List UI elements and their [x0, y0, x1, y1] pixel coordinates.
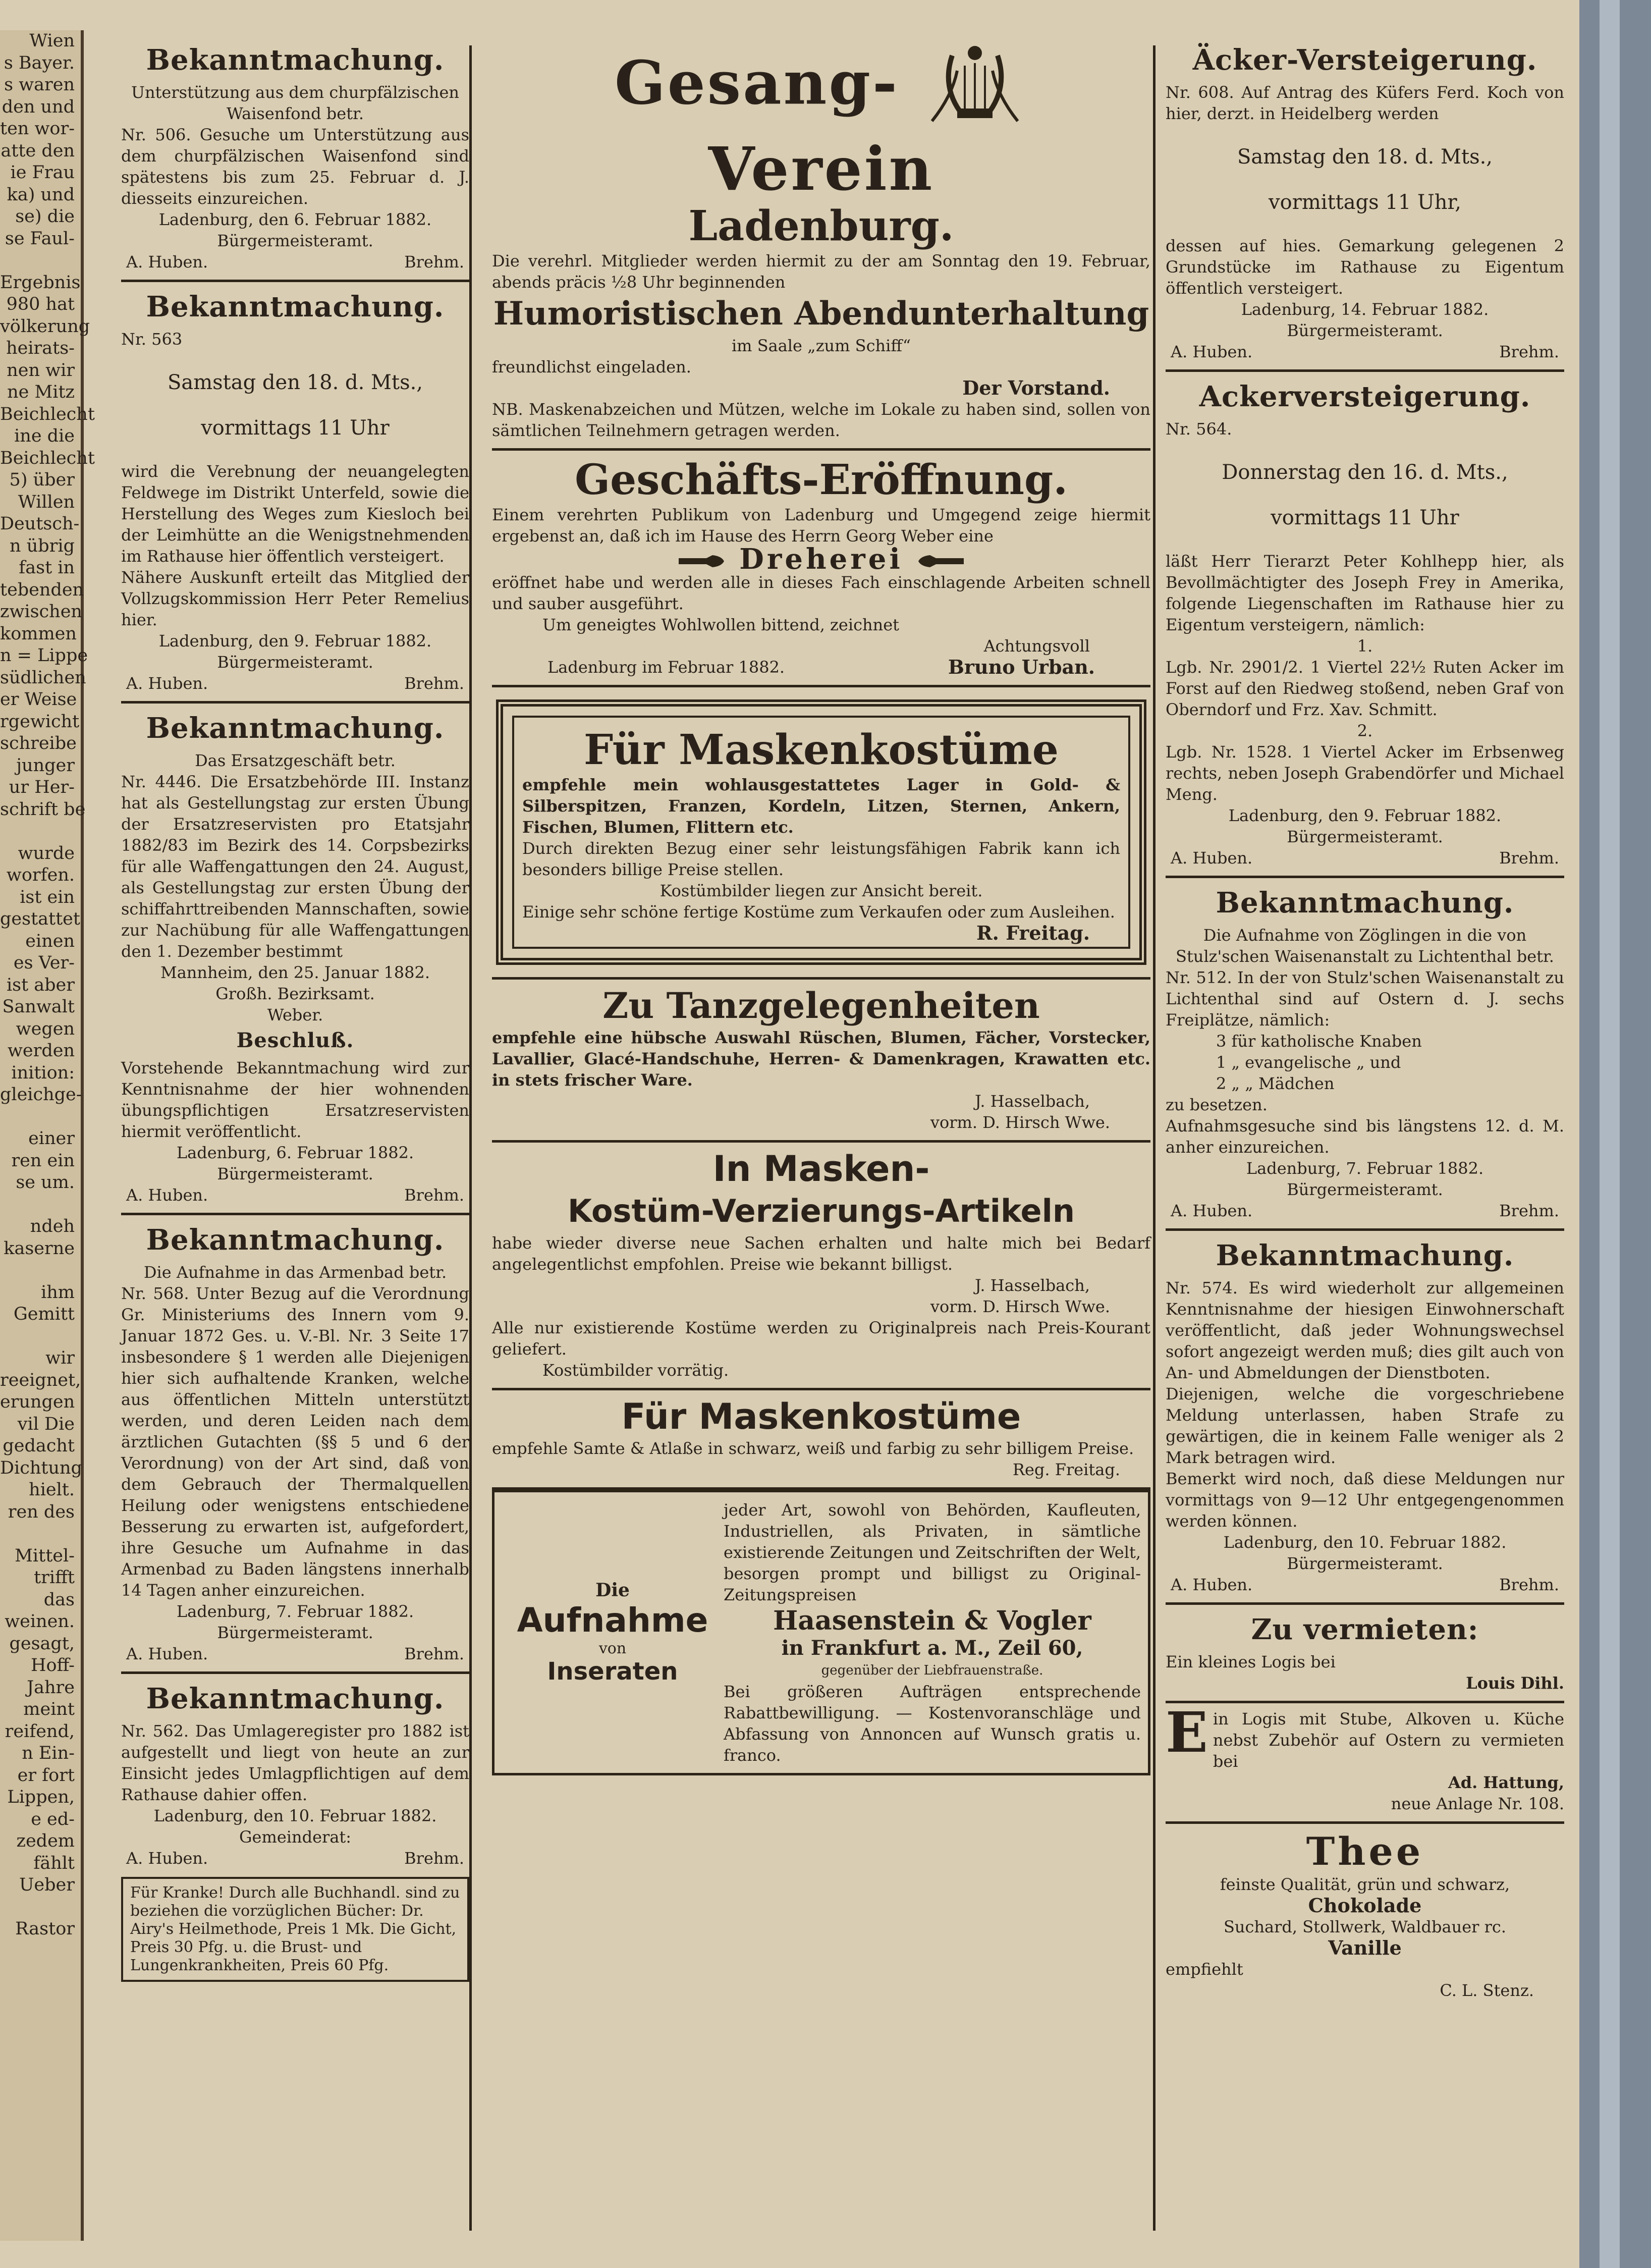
notice-number: Nr. 564.	[1166, 419, 1232, 439]
notice-subject: Unterstützung aus dem churpfälzischen Waisenfond betr.	[131, 83, 460, 123]
fragment-line: hielt.	[29, 1480, 75, 1500]
fragment-line: vil Die	[17, 1414, 75, 1434]
ad-right-panel	[724, 1499, 1141, 1766]
notice-office: Bürgermeisteramt.	[1287, 1180, 1443, 1199]
left-column	[121, 35, 469, 2256]
notice-body: Nr. 562. Das Umlageregister pro 1882 ist aufgestellt und liegt von heute an zur Einsicht jedes Umlagpflichtigen auf dem Rathause dahier offen.	[121, 1721, 469, 1804]
notice-title: Bekanntmachung.	[146, 290, 445, 323]
notice-item: Lgb. Nr. 1528. 1 Viertel Acker im Erbsenweg rechts, neben Joseph Grabendörfer und Michael Meng.	[1166, 742, 1564, 804]
signature-name: Brehm.	[404, 252, 464, 272]
fragment-line: einer	[28, 1128, 75, 1149]
lyre-icon	[922, 40, 1028, 136]
ad-body: in Logis mit Stube, Alkoven u. Küche nebst Zubehör auf Ostern zu vermieten bei	[1213, 1709, 1564, 1771]
ad-title: Zu vermieten:	[1251, 1613, 1479, 1646]
ad-haasenstein-vogler	[492, 1490, 1150, 1775]
notice-signature	[121, 1184, 469, 1206]
fragment-line: rgewicht	[0, 711, 80, 732]
fragment-line: tebenden	[0, 579, 84, 600]
notice-item: 3 für katholische Knaben	[1216, 1032, 1422, 1051]
ad-product: Chokolade	[1308, 1894, 1422, 1917]
notice-item: 2 „ „ Mädchen	[1216, 1074, 1335, 1093]
fragment-line: nen wir	[7, 360, 75, 381]
ad-maskenkostueme-frame	[496, 699, 1146, 965]
fragment-line: ie Frau	[10, 163, 75, 183]
notice-subtitle: Beschluß.	[236, 1029, 354, 1052]
fragment-line: Ueber	[19, 1875, 75, 1895]
signature-name: A. Huben.	[1171, 1201, 1253, 1220]
notice-date: Ladenburg, den 9. Februar 1882.	[1228, 806, 1502, 825]
ad-body: feinste Qualität, grün und schwarz,	[1220, 1875, 1510, 1894]
ad-word: Die	[595, 1580, 630, 1601]
notice-body: Bemerkt wird noch, daß diese Meldungen nur vormittags von 9—12 Uhr entgegengenommen werden können.	[1166, 1469, 1564, 1531]
ad-samte-atlasse	[492, 1390, 1150, 1490]
fragment-line: n übrig	[10, 535, 75, 556]
fragment-line: gesagt,	[9, 1633, 75, 1654]
ad-signature	[492, 657, 1150, 678]
signature-name: Brehm.	[404, 1644, 464, 1663]
fragment-line: ne Mitz	[7, 382, 75, 402]
fragment-line: ur Her-	[9, 777, 75, 797]
fragment-line: gedacht	[3, 1436, 75, 1456]
fragment-line: se um.	[16, 1172, 75, 1193]
item-number: 2.	[1357, 721, 1373, 740]
ad-highlight	[492, 543, 1150, 576]
ad-tanzgelegenheiten	[492, 977, 1150, 1143]
fragment-line: ine die	[14, 426, 75, 446]
notice-signature	[1166, 847, 1564, 869]
book-advertisement: Für Kranke! Durch alle Buchhandl. sind zu beziehen die vorzüglichen Bücher: Dr. Airy's Heilmethode, Preis 1 Mk. Die Gicht, Preis 30 Pfg. u. die Brust- und Lungenkrankheiten, Preis 60 Pfg.	[121, 1877, 469, 1982]
fragment-line: fast in	[19, 558, 75, 578]
ad-title: Thee	[1306, 1829, 1424, 1874]
fragment-line: werden	[7, 1041, 75, 1061]
notice-office: Bürgermeisteramt.	[1287, 1554, 1443, 1573]
middle-column	[492, 35, 1150, 2256]
fragment-line: s Bayer.	[4, 52, 75, 73]
notice-item: 1 „ evangelische „ und	[1216, 1053, 1401, 1072]
fragment-line: kaserne	[4, 1238, 75, 1259]
fragment-line: Jahre	[27, 1677, 75, 1698]
notice-subject: Die Aufnahme in das Armenbad betr.	[143, 1263, 447, 1282]
ad-signature: J. Hasselbach,	[975, 1092, 1090, 1111]
notice-body: Aufnahmsgesuche sind bis längstens 12. d. M. anher einzureichen.	[1166, 1116, 1564, 1157]
fragment-line: Beichlecht	[0, 404, 95, 424]
ad-firm-name: Haasenstein & Vogler	[773, 1605, 1091, 1636]
notice-aecker-versteigerung	[1166, 35, 1564, 372]
signature-name: A. Huben.	[1171, 342, 1253, 361]
fragment-line: völkerung	[0, 316, 90, 337]
notice-date-line: Samstag den 18. d. Mts.,	[167, 371, 423, 394]
fragment-line: worfen.	[6, 865, 75, 885]
notice-title: Bekanntmachung.	[1216, 886, 1514, 920]
notice-time-line: vormittags 11 Uhr,	[1269, 191, 1461, 214]
ad-event-title: Humoristischen Abendunterhaltung	[493, 295, 1149, 333]
ad-title: Für Maskenkostüme	[621, 1396, 1021, 1437]
fragment-line: zedem	[16, 1831, 75, 1851]
notice-ersatzgeschaeft	[121, 704, 469, 1215]
notice-body: Nr. 608. Auf Antrag des Küfers Ferd. Koch von hier, derzt. in Heidelberg werden	[1166, 83, 1564, 123]
notice-ackerversteigerung	[1166, 372, 1564, 878]
column-rule	[469, 45, 472, 2231]
fragment-line: 5) über	[9, 470, 75, 490]
fragment-line	[0, 1106, 81, 1128]
fragment-line	[0, 1523, 81, 1545]
right-column	[1166, 35, 1564, 2256]
fragment-line: ist aber	[6, 975, 75, 995]
notice-time-line: vormittags 11 Uhr	[1271, 506, 1459, 529]
notice-time-line: vormittags 11 Uhr	[201, 416, 390, 440]
ad-body: Die verehrl. Mitglieder werden hiermit zu der am Sonntag den 19. Februar, abends präcis ½8 Uhr beginnenden	[492, 251, 1150, 292]
notice-signature	[1166, 1200, 1564, 1221]
notice-office: Bürgermeisteramt.	[1287, 321, 1443, 340]
ad-venue: im Saale „zum Schiff“	[731, 336, 911, 355]
column-rule	[1153, 45, 1155, 2231]
fragment-line	[0, 1897, 81, 1919]
notice-title: Ackerversteigerung.	[1199, 380, 1531, 413]
notice-body: Diejenigen, welche die vorgeschriebene Meldung unterlassen, haben Strafe zu gewärtigen, die in keinem Falle weniger als 2 Mark betragen wird.	[1166, 1384, 1564, 1467]
fragment-line: wir	[45, 1348, 75, 1368]
fragment-line: weinen.	[5, 1611, 75, 1632]
notice-waisenfond	[121, 35, 469, 282]
fragment-line: ren ein	[11, 1150, 75, 1171]
ad-gesangverein	[492, 35, 1150, 451]
notice-body: Nr. 512. In der von Stulz'schen Waisenanstalt zu Lichtenthal sind auf Ostern d. J. sechs Freiplätze, nämlich:	[1166, 968, 1564, 1030]
fragment-line: schreibe	[0, 733, 77, 753]
fragment-line: se Faul-	[5, 228, 75, 249]
ad-title: Kostüm-Verzierungs-Artikeln	[568, 1193, 1075, 1229]
fragment-line: Mittel-	[15, 1545, 75, 1566]
fragment-line: Ergebnis	[0, 272, 81, 293]
notice-date: Ladenburg, 7. Februar 1882.	[176, 1602, 414, 1621]
fragment-line: 980 hat	[6, 294, 75, 314]
ad-signature: Ad. Hattung,	[1448, 1773, 1564, 1792]
fragment-line: das	[43, 1589, 75, 1610]
fragment-line: er fort	[17, 1765, 75, 1786]
signature-name: Brehm.	[1499, 848, 1559, 868]
signature-name: Brehm.	[1499, 1201, 1559, 1220]
fragment-line: fählt	[33, 1853, 75, 1873]
ad-subtitle: Ladenburg.	[688, 202, 954, 250]
ad-body: Ein kleines Logis bei	[1166, 1652, 1336, 1671]
ad-signature-sub: vorm. D. Hirsch Wwe.	[930, 1113, 1110, 1132]
notice-date: Ladenburg, 6. Februar 1882.	[176, 1143, 414, 1162]
notice-body: Nr. 506. Gesuche um Unterstützung aus dem churpfälzischen Waisenfond sind spätestens bis zum 25. Februar d. J. diesseits einzureichen.	[121, 125, 469, 208]
fragment-line	[0, 1194, 81, 1216]
ad-thee	[1166, 1824, 1564, 2008]
ad-word: Aufnahme	[517, 1601, 708, 1640]
fragment-line: Willen	[18, 492, 75, 512]
notice-date-line: Donnerstag den 16. d. Mts.,	[1222, 461, 1508, 484]
fragment-line: heirats-	[6, 338, 75, 358]
ad-title: Geschäfts-Eröffnung.	[575, 456, 1068, 504]
signature-name: A. Huben.	[126, 1644, 208, 1663]
ad-body: Einige sehr schöne fertige Kostüme zum Verkaufen oder zum Ausleihen.	[522, 902, 1115, 922]
fragment-line: einen	[25, 931, 75, 951]
ad-body: Durch direkten Bezug einer sehr leistungsfähigen Fabrik kann ich besonders billige Preise stellen.	[522, 839, 1120, 879]
signature-name: Brehm.	[404, 1185, 464, 1205]
ad-title: Für Maskenkostüme	[584, 726, 1059, 774]
notice-body: Nähere Auskunft erteilt das Mitglied der Vollzugskommission Herr Peter Remelius hier.	[121, 568, 469, 629]
signature-name: Brehm.	[1499, 342, 1559, 361]
notice-office: Großh. Bezirksamt.	[215, 984, 375, 1003]
notice-office: Bürgermeisteramt.	[217, 653, 373, 672]
fragment-line: se) die	[15, 206, 75, 227]
ad-masken-verzierung	[492, 1143, 1150, 1390]
ad-body: empfehle mein wohlausgestattetes Lager in Gold- & Silberspitzen, Franzen, Kordeln, Litzen, Sternen, Ankern, Fischen, Blumen, Flittern etc.	[522, 775, 1120, 837]
fragment-line: Gemitt	[13, 1304, 75, 1324]
fragment-line: ndeh	[30, 1216, 75, 1236]
fragment-line: ihm	[41, 1282, 75, 1303]
fragment-line: er Weise	[0, 689, 77, 710]
ad-address: neue Anlage Nr. 108.	[1391, 1794, 1564, 1813]
ad-highlight-text: Dreherei	[739, 543, 903, 576]
signature-name: Brehm.	[1499, 1575, 1559, 1594]
signature-name: Brehm.	[404, 1849, 464, 1868]
fragment-line: gleichge-	[0, 1085, 82, 1105]
notice-date: Ladenburg, den 9. Februar 1882.	[158, 631, 432, 651]
ad-address: in Frankfurt a. M., Zeil 60,	[781, 1636, 1083, 1660]
fragment-line: schrift be	[0, 799, 86, 820]
fragment-line: Deutsch-	[0, 514, 80, 534]
notice-date: Ladenburg, 7. Februar 1882.	[1246, 1159, 1484, 1178]
ad-signature-sub: vorm. D. Hirsch Wwe.	[930, 1297, 1110, 1316]
ad-body: Suchard, Stollwerk, Waldbauer rc.	[1223, 1917, 1506, 1936]
notice-signature	[121, 1848, 469, 1869]
fragment-line: südlichen	[0, 667, 86, 688]
ad-address-sub: gegenüber der Liebfrauenstraße.	[821, 1663, 1043, 1678]
pointing-hand-icon	[676, 551, 727, 571]
ad-title: In Masken-	[712, 1148, 930, 1190]
signature-name: A. Huben.	[126, 1185, 208, 1205]
fragment-line	[0, 250, 81, 272]
title-part: Verein	[708, 134, 934, 204]
notice-title: Bekanntmachung.	[146, 43, 445, 77]
ad-body: eröffnet habe und werden alle in dieses Fach einschlagende Arbeiten schnell und sauber ausgeführt.	[492, 573, 1150, 613]
ad-logis	[1166, 1700, 1564, 1824]
item-number: 1.	[1357, 636, 1373, 656]
signature-name: A. Huben.	[126, 252, 208, 272]
notice-office: Gemeinderat:	[239, 1827, 352, 1847]
notice-title: Bekanntmachung.	[146, 1223, 445, 1257]
ad-body: jeder Art, sowohl von Behörden, Kaufleuten, Industriellen, als Privaten, in sämtliche existierende Zeitungen und Zeitschriften der Welt, besorgen prompt und billigst zu Original-Zeitungspreisen	[724, 1500, 1141, 1604]
fragment-line: meint	[23, 1699, 75, 1719]
fragment-line	[0, 821, 81, 843]
ad-body: Kostümbilder vorrätig.	[542, 1361, 729, 1380]
previous-page-fragment	[0, 30, 95, 2241]
notice-body: läßt Herr Tierarzt Peter Kohlhepp hier, als Bevollmächtigter des Joseph Frey in Amerika, folgende Liegenschaften im Rathause hier zu Eigentum versteigern, nämlich:	[1166, 552, 1564, 634]
fragment-line: n = Lippe	[0, 645, 88, 666]
notice-wohnungswechsel	[1166, 1231, 1564, 1605]
ad-geschaeftseroeffnung	[492, 451, 1150, 687]
fragment-line: reeignet,	[0, 1370, 81, 1390]
ad-word: Inseraten	[547, 1657, 678, 1686]
ad-body: empfehle eine hübsche Auswahl Rüschen, Blumen, Fächer, Vorstecker, Lavallier, Glacé-Handschuhe, Herren- & Damenkragen, Krawatten etc. in stets frischer Ware.	[492, 1028, 1150, 1090]
notice-date-line: Samstag den 18. d. Mts.,	[1237, 145, 1493, 169]
ad-signature: R. Freitag.	[976, 922, 1090, 944]
fragment-line: ren des	[8, 1501, 75, 1522]
fragment-line	[0, 1326, 81, 1348]
notice-date: Ladenburg, 14. Februar 1882.	[1241, 300, 1489, 319]
notice-item: Lgb. Nr. 2901/2. 1 Viertel 22½ Ruten Acker im Forst auf den Riedweg stoßend, neben Graf von Oberndorf und Frz. Xav. Schmitt.	[1166, 658, 1564, 719]
ad-signature: Louis Dihl.	[1466, 1673, 1564, 1693]
notice-number: Nr. 563	[121, 330, 183, 349]
title-part: Gesang-	[614, 47, 899, 118]
ad-note: NB. Maskenabzeichen und Mützen, welche im Lokale zu haben sind, sollen von sämtlichen Teilnehmern getragen werden.	[492, 400, 1150, 440]
notice-body: Nr. 4446. Die Ersatzbehörde III. Instanz hat als Gestellungstag zur ersten Übung der Ersatzreservisten pro Etatsjahr 1882/83 im Bezirk des 14. Corpsbezirks für alle Waffengattungen den 24. August, als Gestellungstag zur ersten Übung der schiffahrttreibenden Mannschaften, sowie zur Nachübung für alle Waffengattungen den 1. Dezember bestimmt	[121, 772, 469, 961]
signature-name: Weber.	[267, 1005, 323, 1024]
notice-signature	[1166, 1574, 1564, 1595]
fragment-line: wurde	[18, 843, 75, 863]
ad-title	[492, 40, 1150, 202]
notice-signature	[121, 673, 469, 694]
signature-name: A. Huben.	[126, 1849, 208, 1868]
ad-signature: Reg. Freitag.	[1012, 1460, 1120, 1479]
ad-signature: Der Vorstand.	[962, 376, 1110, 399]
fragment-line	[0, 1260, 81, 1282]
signature-name: Brehm.	[404, 674, 464, 693]
notice-subject: Das Ersatzgeschäft betr.	[195, 751, 396, 770]
notice-signature	[1166, 341, 1564, 362]
notice-waisenanstalt	[1166, 878, 1564, 1231]
notice-date: Ladenburg, den 10. Februar 1882.	[153, 1806, 437, 1825]
fragment-line: erungen	[0, 1392, 75, 1412]
notice-office: Bürgermeisteramt.	[217, 231, 373, 250]
ad-product: Vanille	[1328, 1936, 1402, 1959]
ad-body: Einem verehrten Publikum von Ladenburg und Umgegend zeige hiermit ergebenst an, daß ich im Hause des Herrn Georg Weber eine	[492, 505, 1150, 546]
notice-subject: Die Aufnahme von Zöglingen in die von Stulz'schen Waisenanstalt zu Lichtenthal betr.	[1176, 926, 1554, 966]
notice-date: Mannheim, den 25. Januar 1882.	[160, 963, 430, 982]
notice-umlageregister	[121, 1674, 469, 1989]
fragment-line: Dichtung	[0, 1457, 82, 1478]
notice-title: Äcker-Versteigerung.	[1192, 43, 1537, 77]
ad-body: habe wieder diverse neue Sachen erhalten und halte mich bei Bedarf angelegentlichst empfohlen. Preise wie bekannt billigst.	[492, 1233, 1150, 1274]
fragment-line: ka) und	[7, 184, 75, 205]
ad-closing: Achtungsvoll	[983, 636, 1090, 656]
fragment-line: s waren	[4, 75, 75, 95]
ad-body: Kostümbilder liegen zur Ansicht bereit.	[659, 881, 983, 900]
ad-signature: C. L. Stenz.	[1440, 1981, 1534, 2000]
fragment-line: Wien	[29, 31, 75, 51]
ad-body: empfiehlt	[1166, 1960, 1243, 1979]
notice-date: Ladenburg, den 6. Februar 1882.	[158, 210, 432, 229]
fragment-line: wegen	[16, 1018, 75, 1039]
fragment-line: Lippen,	[7, 1787, 75, 1807]
notice-feldwege	[121, 282, 469, 704]
fragment-line: zwischen	[0, 602, 82, 622]
fragment-line: junger	[16, 755, 75, 776]
ad-zu-vermieten	[1166, 1605, 1564, 1703]
signature-name: A. Huben.	[126, 674, 208, 693]
notice-title: Bekanntmachung.	[146, 712, 445, 745]
ad-body: Alle nur existierende Kostüme werden zu Originalpreis nach Preis-Kourant geliefert.	[492, 1318, 1150, 1359]
notice-office: Bürgermeisteramt.	[217, 1623, 373, 1642]
ad-title: Zu Tanzgelegenheiten	[602, 985, 1040, 1027]
notice-item: zu besetzen.	[1166, 1095, 1268, 1114]
fragment-line: Rastor	[15, 1919, 75, 1939]
notice-body: Nr. 568. Unter Bezug auf die Verordnung Gr. Ministeriums des Innern vom 9. Januar 1872 Ges. u. V.-Bl. Nr. 3 Seite 17 insbesondere § 1 werden alle Diejenigen hier sich aufhaltende Kranken, welche aus öffentlichen Mitteln unterstützt werden, und deren Leiden nach dem ärztlichen Gutachten (§§ 5 und 6 der Verordnung) von der Art sind, daß von dem Gebrauch der Thermalquellen Heilung oder wenigstens entschiedene Besserung zu erwarten ist, aufgefordert, ihre Gesuche um Aufnahme in das Armenbad zu Baden längstens innerhalb 14 Tagen anher einzureichen.	[121, 1284, 469, 1600]
ad-left-panel	[502, 1580, 724, 1686]
fragment-line: Beichlecht	[0, 448, 95, 468]
fragment-line: den und	[2, 96, 75, 117]
fragment-line: kommen	[0, 623, 77, 644]
notice-body: dessen auf hies. Gemarkung gelegenen 2 Grundstücke im Rathause zu Eigentum öffentlich versteigert.	[1166, 236, 1564, 298]
fragment-line: e ed-	[31, 1809, 75, 1829]
notice-body: Vorstehende Bekanntmachung wird zur Kenntnisnahme der hier wohnenden übungspflichtigen Ersatzreservisten hiermit veröffentlicht.	[121, 1058, 469, 1141]
pointing-hand-icon	[916, 551, 966, 571]
notice-date: Ladenburg, den 10. Februar 1882.	[1223, 1533, 1507, 1552]
notice-signature	[121, 1643, 469, 1664]
ad-word: von	[598, 1640, 627, 1657]
fragment-line: inition:	[11, 1062, 75, 1083]
fragment-line: Sanwalt	[2, 997, 75, 1017]
ad-place-date: Ladenburg im Februar 1882.	[547, 658, 785, 677]
fragment-line: reifend,	[5, 1721, 75, 1742]
notice-body: Nr. 574. Es wird wiederholt zur allgemeinen Kenntnisnahme der hiesigen Einwohnerschaft veröffentlicht, daß jeder Wohnungswechsel sofort angezeigt werden muß; dies gilt auch von An- und Abmeldungen der Dienstboten.	[1166, 1278, 1564, 1382]
ad-body: Bei größeren Aufträgen entsprechende Rabattbewilligung. — Kostenvoranschläge und Abfassung von Annoncen auf Wunsch gratis u. franco.	[724, 1682, 1141, 1765]
drop-cap: E	[1166, 1700, 1208, 1765]
fragment-line: Hoff-	[30, 1655, 75, 1676]
notice-office: Bürgermeisteramt.	[217, 1164, 373, 1183]
fragment-line: gestattet	[0, 909, 80, 929]
notice-title: Bekanntmachung.	[1216, 1239, 1514, 1272]
fragment-line: ten wor-	[0, 119, 75, 139]
book-binding-edge	[1600, 0, 1620, 2268]
notice-armenbad	[121, 1215, 469, 1674]
ad-body: freundlichst eingeladen.	[492, 357, 691, 376]
notice-title: Bekanntmachung.	[146, 1682, 445, 1715]
ad-body: empfehle Samte & Atlaße in schwarz, weiß und farbig zu sehr billigem Preise.	[492, 1439, 1134, 1458]
fragment-line: trifft	[34, 1568, 75, 1588]
fragment-line: ist ein	[20, 887, 75, 907]
fragment-line: atte den	[1, 140, 75, 161]
notice-signature	[121, 251, 469, 273]
ad-body: Um geneigtes Wohlwollen bittend, zeichnet	[542, 615, 900, 634]
signature-name: A. Huben.	[1171, 848, 1253, 868]
signature-name: A. Huben.	[1171, 1575, 1253, 1594]
notice-body: wird die Verebnung der neuangelegten Feldwege im Distrikt Unterfeld, sowie die Herstellung des Weges zum Kiesloch bei der Leimhütte an die Wenigstnehmenden im Rathause hier öffentlich versteigert.	[121, 462, 469, 566]
fragment-line: es Ver-	[13, 953, 75, 973]
ad-signature: J. Hasselbach,	[975, 1276, 1090, 1295]
fragment-line: n Ein-	[22, 1743, 75, 1763]
signature-name: Bruno Urban.	[948, 656, 1095, 678]
notice-office: Bürgermeisteramt.	[1287, 827, 1443, 846]
